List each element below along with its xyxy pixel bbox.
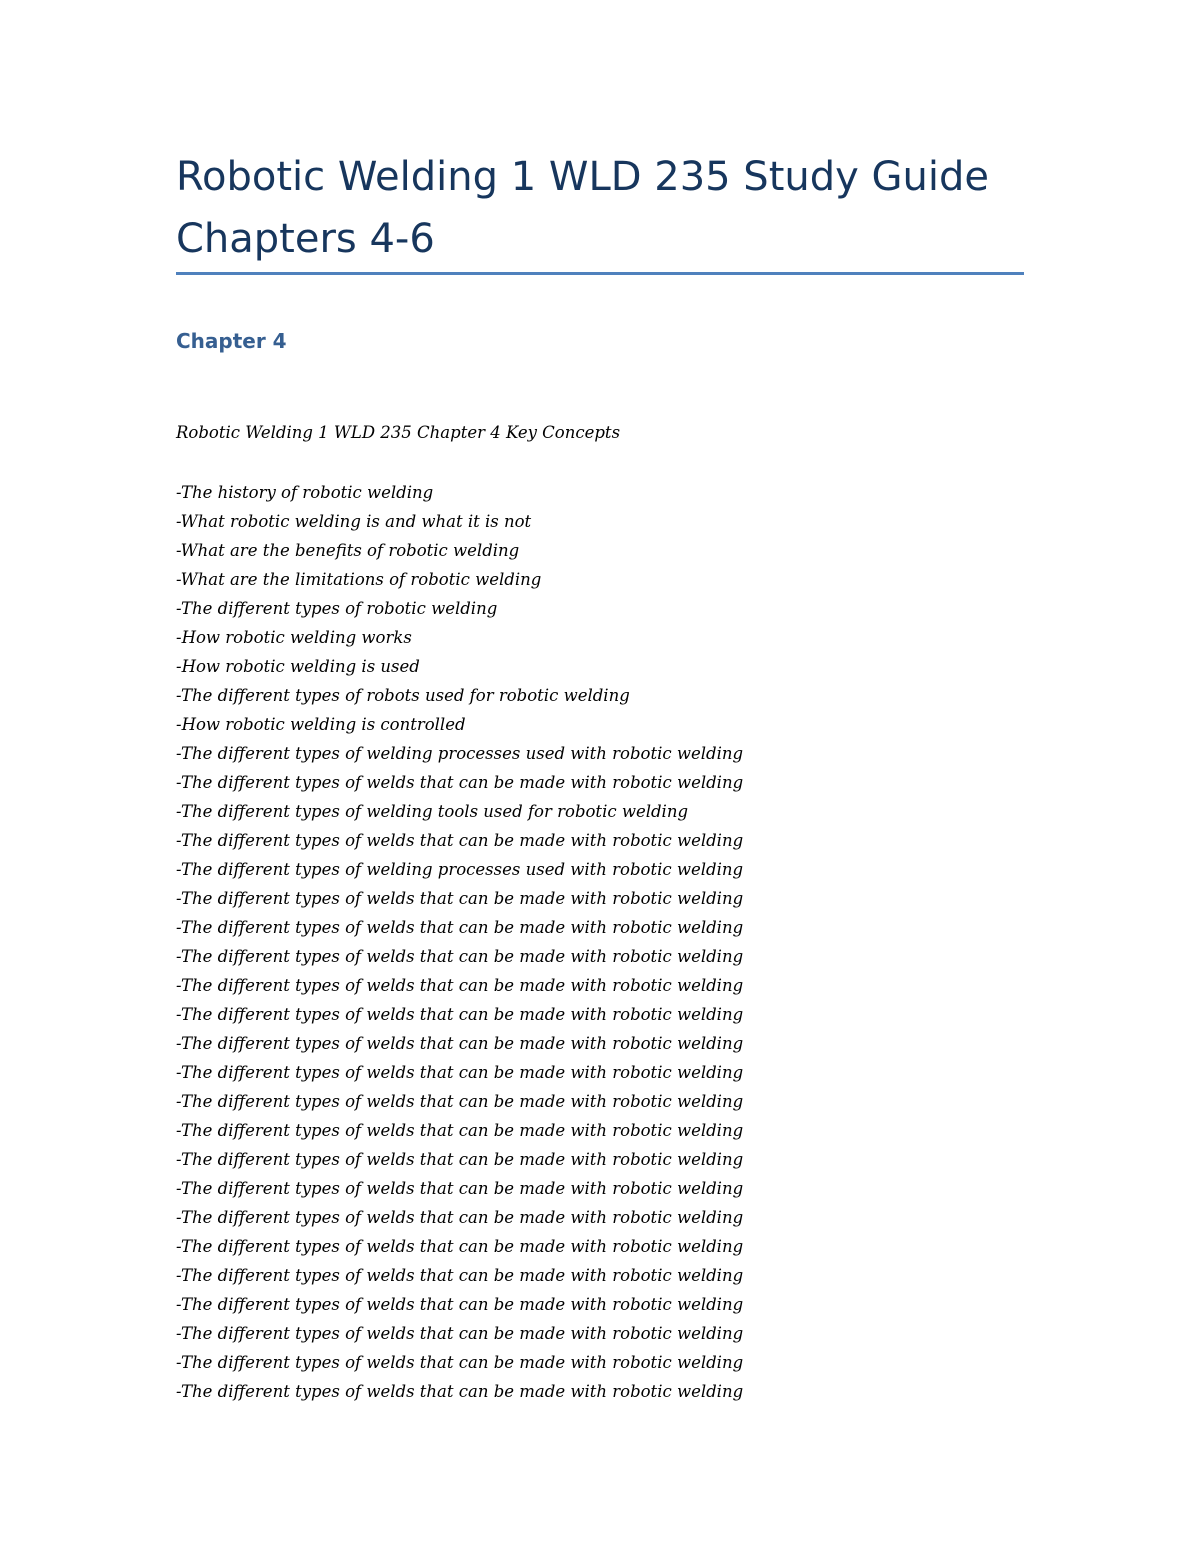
concept-list-item: -The different types of welds that can be made with robotic welding bbox=[176, 1179, 744, 1198]
concept-list-item: -The different types of welds that can be made with robotic welding bbox=[176, 1121, 744, 1140]
concept-list-item: -The different types of welds that can be made with robotic welding bbox=[176, 889, 744, 908]
concept-list-item: -The history of robotic welding bbox=[176, 483, 434, 502]
concept-list-item: -The different types of welds that can be made with robotic welding bbox=[176, 976, 744, 995]
concept-list-item: -How robotic welding is used bbox=[176, 657, 420, 676]
concept-list-item: -How robotic welding works bbox=[176, 628, 412, 647]
title-divider bbox=[176, 272, 1024, 275]
concept-list-item: -The different types of welds that can be made with robotic welding bbox=[176, 831, 744, 850]
concept-list-item: -The different types of welds that can be made with robotic welding bbox=[176, 1324, 744, 1343]
key-concepts-subtitle: Robotic Welding 1 WLD 235 Chapter 4 Key Concepts bbox=[176, 423, 621, 442]
concept-list-item: -The different types of welds that can be made with robotic welding bbox=[176, 1295, 744, 1314]
concept-list-item: -The different types of welds that can be made with robotic welding bbox=[176, 1266, 744, 1285]
concept-list-item: -The different types of welds that can be made with robotic welding bbox=[176, 1092, 744, 1111]
concept-list-item: -The different types of welds that can be made with robotic welding bbox=[176, 1150, 744, 1169]
document-title: Robotic Welding 1 WLD 235 Study Guide Chapters 4-6 bbox=[176, 154, 989, 262]
concept-list-item: -The different types of robotic welding bbox=[176, 599, 498, 618]
concept-list-item: -The different types of welds that can be made with robotic welding bbox=[176, 1005, 744, 1024]
concept-list-item: -What robotic welding is and what it is not bbox=[176, 512, 532, 531]
concept-list-item: -What are the limitations of robotic welding bbox=[176, 570, 542, 589]
concept-list-item: -The different types of welds that can be made with robotic welding bbox=[176, 1382, 744, 1401]
concept-list-item: -The different types of robots used for robotic welding bbox=[176, 686, 630, 705]
chapter-heading: Chapter 4 bbox=[176, 329, 287, 353]
concept-list-item: -The different types of welds that can be made with robotic welding bbox=[176, 947, 744, 966]
concept-list-item: -The different types of welds that can be made with robotic welding bbox=[176, 1063, 744, 1082]
concept-list-item: -The different types of welding processes used with robotic welding bbox=[176, 860, 744, 879]
key-concepts-list bbox=[176, 478, 1016, 1406]
concept-list-item: -The different types of welds that can be made with robotic welding bbox=[176, 773, 744, 792]
concept-list-item: -The different types of welding processes used with robotic welding bbox=[176, 744, 744, 763]
concept-list-item: -The different types of welding tools used for robotic welding bbox=[176, 802, 689, 821]
concept-list-item: -The different types of welds that can be made with robotic welding bbox=[176, 1034, 744, 1053]
concept-list-item: -What are the benefits of robotic welding bbox=[176, 541, 520, 560]
concept-list-item: -The different types of welds that can be made with robotic welding bbox=[176, 1353, 744, 1372]
concept-list-item: -The different types of welds that can be made with robotic welding bbox=[176, 1208, 744, 1227]
concept-list-item: -The different types of welds that can be made with robotic welding bbox=[176, 1237, 744, 1256]
concept-list-item: -How robotic welding is controlled bbox=[176, 715, 466, 734]
concept-list-item: -The different types of welds that can be made with robotic welding bbox=[176, 918, 744, 937]
